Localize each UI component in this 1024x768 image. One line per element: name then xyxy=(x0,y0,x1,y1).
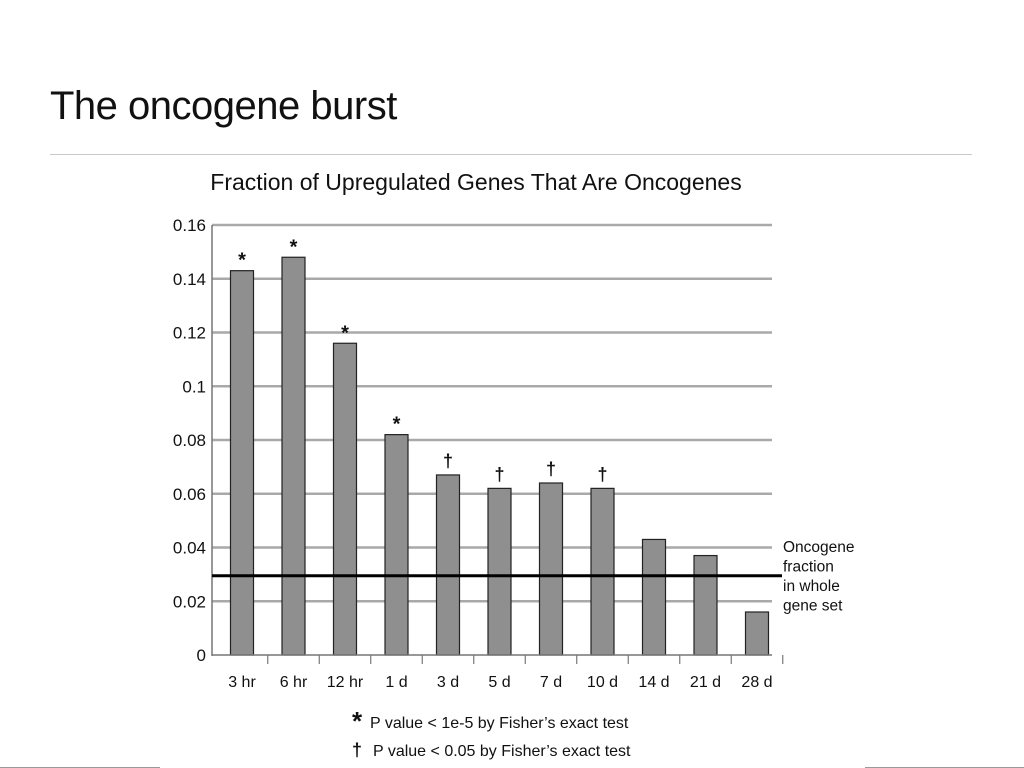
footnote-symbol: † xyxy=(351,740,363,760)
bar-3hr xyxy=(231,271,254,655)
x-tick-label: 7 d xyxy=(539,674,563,691)
axes xyxy=(173,216,783,691)
bar-5d xyxy=(488,488,511,655)
y-tick-label: 0.16 xyxy=(172,216,206,235)
reference-line-label: Oncogene xyxy=(783,539,855,556)
y-tick-label: 0.08 xyxy=(172,431,206,450)
y-tick-label: 0.14 xyxy=(172,269,206,289)
x-tick-label: 10 d xyxy=(586,674,619,691)
bar-12hr xyxy=(334,343,357,655)
x-tick-label: 28 d xyxy=(741,674,773,691)
significance-mark: * xyxy=(392,413,401,436)
significance-mark: † xyxy=(494,464,505,485)
significance-mark: † xyxy=(545,459,557,479)
significance-mark: * xyxy=(238,249,246,272)
bar-28d xyxy=(746,612,769,655)
y-tick-label: 0.06 xyxy=(172,484,206,504)
x-tick-label: 5 d xyxy=(488,674,511,691)
bar-10d xyxy=(591,488,614,655)
x-tick-label: 21 d xyxy=(689,674,722,691)
bar-1d xyxy=(385,435,408,655)
bar-3d xyxy=(437,475,460,655)
x-tick-label: 6 hr xyxy=(279,674,308,691)
x-tick-label: 3 hr xyxy=(228,674,256,691)
significance-mark: † xyxy=(442,450,454,471)
y-tick-label: 0.04 xyxy=(172,538,206,558)
significance-mark: * xyxy=(341,322,349,345)
reference-line-label: in whole xyxy=(783,578,840,595)
x-tick-label: 1 d xyxy=(385,674,408,691)
significance-mark: * xyxy=(289,236,298,259)
bar-7d xyxy=(540,483,563,655)
reference-line-label: fraction xyxy=(783,558,834,576)
reference-line-label: gene set xyxy=(783,597,843,615)
footnotes xyxy=(352,706,631,760)
x-tick-label: 3 d xyxy=(436,674,460,691)
chart-title: Fraction of Upregulated Genes That Are Oncogenes xyxy=(210,169,742,195)
footnote-text: P value < 0.05 by Fisher’s exact test xyxy=(373,743,631,760)
footnote-symbol: * xyxy=(351,706,363,736)
bars xyxy=(231,236,769,655)
y-tick-label: 0.1 xyxy=(182,377,206,397)
significance-mark: † xyxy=(597,464,608,485)
bar-6hr xyxy=(282,257,305,655)
bar-21d xyxy=(694,556,717,655)
y-tick-label: 0 xyxy=(196,646,206,665)
slide-title: The oncogene burst xyxy=(50,84,397,128)
x-tick-label: 12 hr xyxy=(326,674,364,691)
footnote-text: P value < 1e-5 by Fisher’s exact test xyxy=(370,715,629,732)
reference-line-group xyxy=(212,539,855,615)
x-tick-label: 14 d xyxy=(638,674,670,691)
bar-14d xyxy=(643,539,666,655)
y-tick-label: 0.02 xyxy=(172,592,206,612)
y-tick-label: 0.12 xyxy=(172,323,206,343)
